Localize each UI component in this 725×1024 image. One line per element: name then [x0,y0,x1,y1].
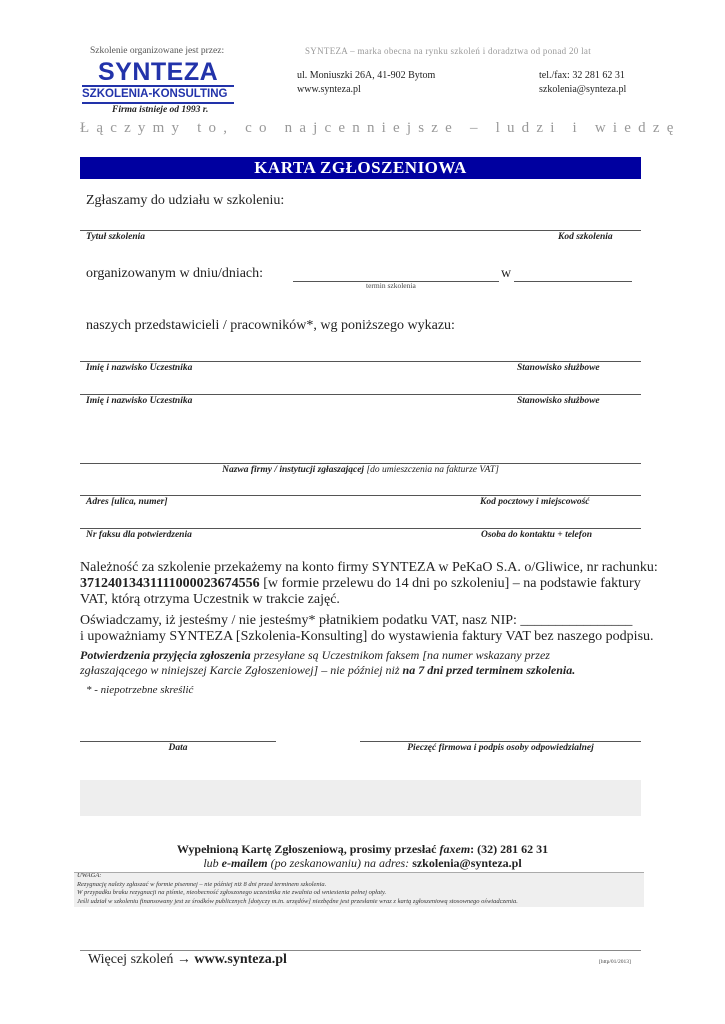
tagline: SYNTEZA – marka obecna na rynku szkoleń i doradztwa od ponad 20 lat [305,46,592,56]
logo-rule-top [82,85,234,87]
website-link[interactable]: www.synteza.pl [297,84,361,95]
postal-label: Kod pocztowy i miejscowość [480,497,590,507]
stamp-area [80,780,641,816]
vat-line-1: Oświadczamy, iż jesteśmy / nie jesteśmy* płatnikiem podatku VAT, nasz NIP: ________________ [80,613,633,628]
vat-paragraph [80,613,654,645]
account-number: 37124013431111000023674556 [80,576,260,591]
intro-text: Zgłaszamy do udziału w szkoleniu: [86,193,285,208]
confirm-rest: przesyłane są Uczestnikom faksem [na numer wskazany przez [253,648,550,662]
payment-line-1: Należność za szkolenie przekażemy na konto firmy SYNTEZA w PeKaO S.A. o/Gliwice, nr rachunku: [80,560,658,575]
send-email-address[interactable]: szkolenia@synteza.pl [412,856,522,870]
stamp-line[interactable] [360,741,641,742]
w-label: w [501,266,512,281]
send-text-1: Wypełnioną Kartę Zgłoszeniową, prosimy przesłać [176,842,437,856]
footer-divider [80,950,641,951]
training-title-line[interactable] [80,230,641,231]
contact-label: Osoba do kontaktu + telefon [481,530,592,540]
participant-1-line[interactable] [80,361,641,362]
note-2: W przypadku braku rezygnacji na piśmie, nieobecność zgłoszonego uczestnika nie zwalnia od wniesienia pełnej opłaty. [77,889,387,896]
logo-bottom-text: SZKOLENIA-KONSULTING [82,88,228,100]
send-or: lub [203,856,219,870]
arrow-right-icon: → [176,952,191,967]
footer-code: [http/01/2013] [599,959,631,965]
confirm-bold: Potwierdzenia przyjęcia zgłoszenia [80,648,251,662]
payment-line-2 [80,576,645,592]
fax-label: Nr faksu dla potwierdzenia [86,530,192,540]
notes-title: UWAGA: [77,872,102,879]
form-title: KARTA ZGŁOSZENIOWA [80,157,641,179]
send-email: e-mailem [221,856,268,870]
address-text: ul. Moniuszki 26A, 41-902 Bytom [297,70,436,81]
phone-text: tel./fax: 32 281 62 31 [539,70,625,81]
vat-line-2: i upoważniamy SYNTEZA [Szkolenia-Konsulting] do wystawienia faktury VAT bez naszego podpisu. [80,629,654,644]
note-1: Rezygnację należy zgłaszać w formie pisemnej – nie później niż 8 dni przed terminem szkolenia. [77,880,327,888]
payment-line-2-rest: [w formie przelewu do 14 dni po szkoleniu] – na podstawie faktury [263,576,641,591]
footer-more-text: Więcej szkoleń [88,952,174,967]
fax-line[interactable] [80,528,641,529]
logo-rule-bottom [82,102,234,104]
send-line-1 [80,842,645,857]
participant-2-line[interactable] [80,394,641,395]
footer-more [88,952,287,968]
participant-2-label: Imię i nazwisko Uczestnika [86,396,193,406]
confirm-bold-2: na 7 dni przed terminem szkolenia. [402,663,576,677]
synteza-logo [82,58,234,120]
footer-site-link[interactable]: www.synteza.pl [194,952,287,967]
payment-paragraph [80,560,658,608]
send-fax-number: : (32) 281 62 31 [470,842,549,856]
date-line[interactable] [80,741,276,742]
payment-line-3: VAT, którą otrzyma Uczestnik w trakcie zajęć. [80,592,340,607]
participant-1-label: Imię i nazwisko Uczestnika [86,363,193,373]
position-2-label: Stanowisko służbowe [517,396,600,406]
address-line[interactable] [80,495,641,496]
strike-note: * - niepotrzebne skreślić [86,684,194,696]
note-3: Jeśli udział w szkoleniu finansowany jest ze środków publicznych [dotyczy m.in. urzędów] niezbędne jest przesłanie wraz z kartą zgłoszeniową stosownego oświadczenia. [77,897,518,905]
email-link[interactable]: szkolenia@synteza.pl [539,84,627,95]
organized-by-text: Szkolenie organizowane jest przez: [90,46,225,56]
confirm-paragraph [80,648,642,678]
logo-script-text: Firma istnieje od 1993 r. [112,105,209,115]
training-title-label: Tytuł szkolenia [86,232,146,242]
send-text-2: (po zeskanowaniu) na adres: [270,856,410,870]
motto: Łączymy to, co najcenniejsze – ludzi i wiedzę [80,120,681,136]
send-fax: faxem [439,842,471,856]
representatives-text: naszych przedstawicieli / pracowników*, wg poniższego wykazu: [86,318,455,333]
address-label: Adres [ulica, numer] [86,497,168,507]
company-note: [do umieszczenia na fakturze VAT] [366,465,499,475]
send-line-2 [80,856,645,871]
logo-top-text: SYNTEZA [98,58,219,86]
location-line[interactable] [514,281,632,282]
position-1-label: Stanowisko służbowe [517,363,600,373]
term-label: termin szkolenia [366,281,416,290]
training-code-label: Kod szkolenia [558,232,613,242]
confirm-line-2: zgłaszającego w niniejszej Karcie Zgłoszeniowej] – nie później niż [80,663,400,677]
notes-text [77,872,518,906]
organized-on-text: organizowanym w dniu/dniach: [86,266,264,281]
company-label-row [80,465,641,475]
company-label: Nazwa firmy / instytucji zgłaszającej [222,465,365,475]
date-label: Data [168,743,188,753]
stamp-label: Pieczęć firmowa i podpis osoby odpowiedzialnej [407,743,594,753]
company-line[interactable] [80,463,641,464]
